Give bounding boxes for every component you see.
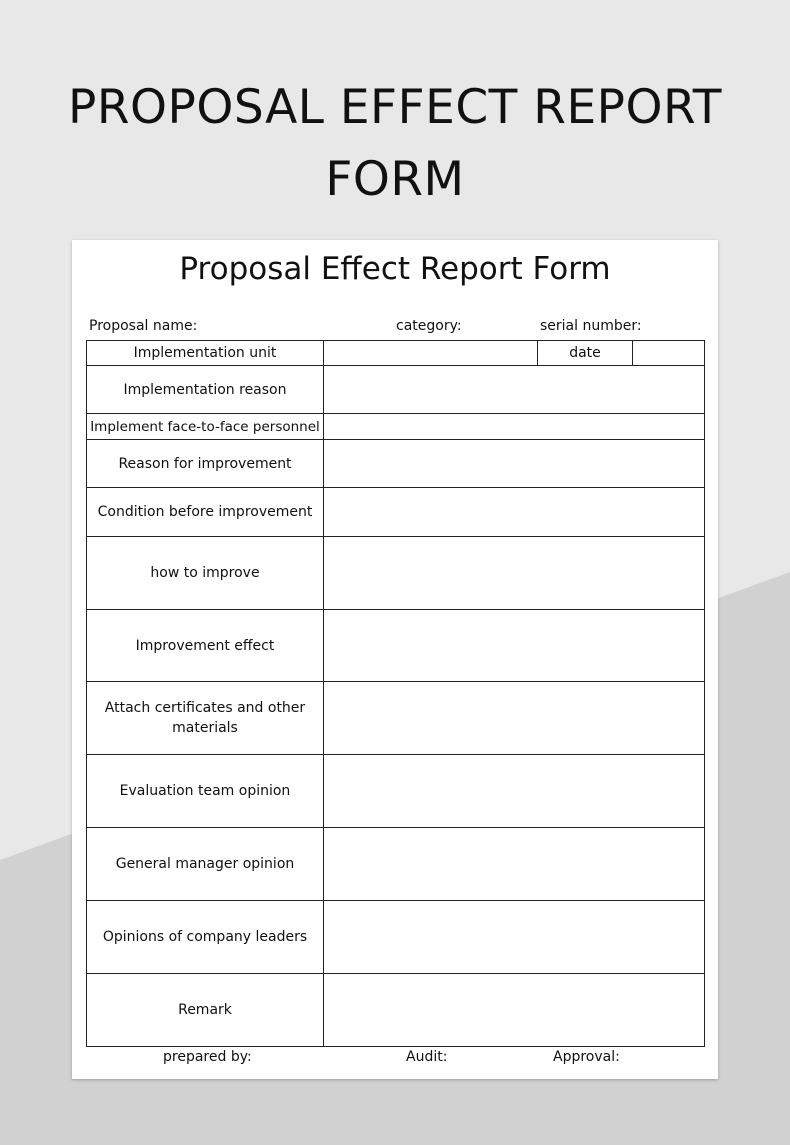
row-label: Opinions of company leaders (87, 901, 324, 974)
row-value-field[interactable] (324, 537, 705, 610)
audit-label: Audit: (406, 1049, 448, 1065)
table-row (87, 341, 705, 366)
row-label: Evaluation team opinion (87, 755, 324, 828)
table-row (87, 440, 705, 488)
table-row (87, 610, 705, 682)
banner-title-line-2: FORM (325, 152, 465, 207)
row-label: Implementation reason (87, 366, 324, 414)
table-row (87, 488, 705, 537)
row-value-field[interactable] (324, 366, 705, 414)
category-label: category: (396, 318, 462, 334)
report-table (86, 340, 705, 1047)
table-row (87, 537, 705, 610)
banner-title (0, 72, 790, 216)
row-value-field[interactable] (324, 755, 705, 828)
row-label: Condition before improvement (87, 488, 324, 537)
table-row (87, 414, 705, 440)
table-row (87, 974, 705, 1047)
proposal-name-label: Proposal name: (89, 318, 198, 334)
row-label: Remark (87, 974, 324, 1047)
serial-number-label: serial number: (540, 318, 642, 334)
table-row (87, 901, 705, 974)
row-value-field[interactable] (324, 488, 705, 537)
table-row (87, 828, 705, 901)
form-sheet (72, 240, 718, 1079)
table-row (87, 366, 705, 414)
row-label: Improvement effect (87, 610, 324, 682)
date-field[interactable] (633, 341, 705, 366)
row-value-field[interactable] (324, 974, 705, 1047)
row-label: Implement face-to-face personnel (87, 414, 324, 440)
row-label: Attach certificates and other materials (87, 682, 324, 755)
approval-label: Approval: (553, 1049, 620, 1065)
form-title: Proposal Effect Report Form (179, 251, 611, 287)
row-value-field[interactable] (324, 682, 705, 755)
row-value-field[interactable] (324, 901, 705, 974)
row-value-field[interactable] (324, 610, 705, 682)
date-label: date (538, 341, 633, 366)
banner-title-line-1: PROPOSAL EFFECT REPORT (68, 80, 722, 135)
prepared-by-label: prepared by: (163, 1049, 252, 1065)
table-row (87, 682, 705, 755)
row-value-field[interactable] (324, 828, 705, 901)
row-label: Implementation unit (87, 341, 324, 366)
table-row (87, 755, 705, 828)
row-label: Reason for improvement (87, 440, 324, 488)
row-label: General manager opinion (87, 828, 324, 901)
row-value-field[interactable] (324, 414, 705, 440)
row-value-field[interactable] (324, 440, 705, 488)
implementation-unit-field[interactable] (324, 341, 538, 366)
row-label: how to improve (87, 537, 324, 610)
